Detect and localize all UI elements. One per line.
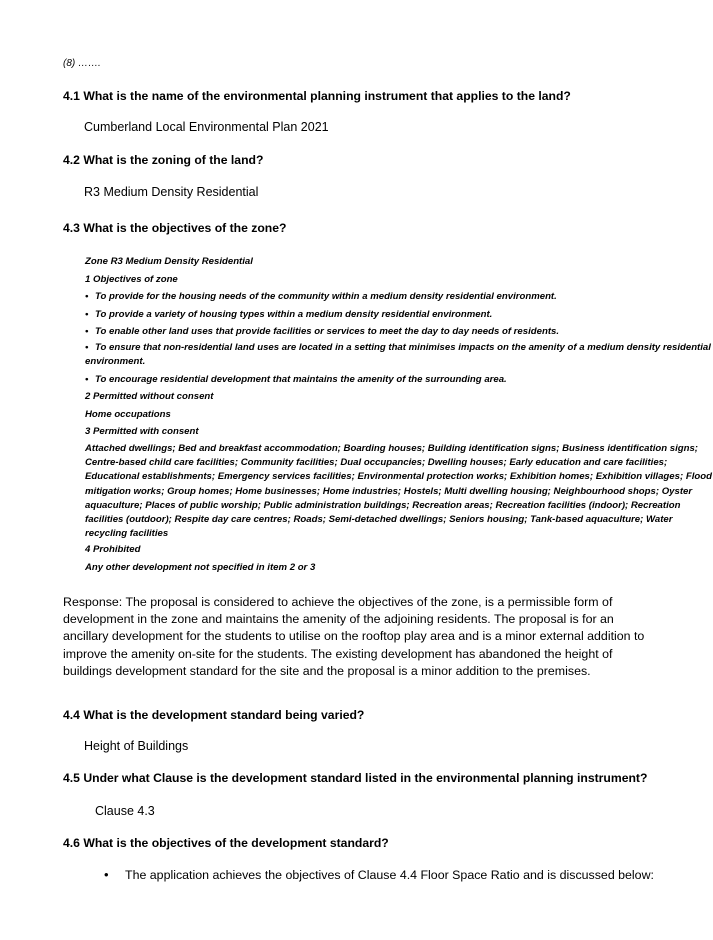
bullet-icon: • <box>104 867 109 882</box>
page-note: (8) ……. <box>63 58 101 69</box>
bullet-text: The application achieves the objectives of Clause 4.4 Floor Space Ratio and is discussed below: <box>125 868 654 882</box>
response-paragraph: Response: The proposal is considered to achieve the objectives of the zone, is a permissible form of development in the zone and maintains the amenity of the adjoining residents. The proposal is for an ancillary development for the students to utilise on the rooftop play area and is a minor external addition to improve the amenity on-site for the students. The existing development has abandoned the height of buildings development standard for the site and the proposal is a minor addition to the premises. <box>63 595 645 678</box>
question-4-6: 4.6 What is the objectives of the development standard? <box>63 836 389 850</box>
question-4-3: 4.3 What is the objectives of the zone? <box>63 221 287 235</box>
with-consent-heading: 3 Permitted with consent <box>85 426 199 438</box>
answer-4-4: Height of Buildings <box>84 739 189 753</box>
answer-4-1: Cumberland Local Environmental Plan 2021 <box>84 120 329 134</box>
objective-item: • To provide a variety of housing types within a medium density residential environment. <box>85 308 493 320</box>
answer-4-5: Clause 4.3 <box>95 804 155 818</box>
objective-item: • To encourage residential development that maintains the amenity of the surrounding area. <box>85 373 507 385</box>
objective-item: • To provide for the housing needs of the community within a medium density residential environment. <box>85 291 557 302</box>
question-4-1: 4.1 What is the name of the environmental planning instrument that applies to the land? <box>63 89 571 103</box>
objective-item: • To enable other land uses that provide facilities or services to meet the day to day needs of residents. <box>85 326 560 337</box>
without-consent-text: Home occupations <box>85 408 171 420</box>
question-4-5: 4.5 Under what Clause is the development standard listed in the environmental planning instrument? <box>63 771 648 785</box>
prohibited-heading: 4 Prohibited <box>85 544 141 556</box>
question-4-2: 4.2 What is the zoning of the land? <box>63 153 264 167</box>
with-consent-text: Attached dwellings; Bed and breakfast accommodation; Boarding houses; Building identification signs; Business identification signs; Centre-based child care facilities; Community facilities; Dual occupancies; Dwelling houses; Early education and care facilities; Educational establishments; Emergency services facilities; Environmental protection works; Exhibition homes; Exhibition villages; Flood mitigation works; Group homes; Home businesses; Home industries; Hostels; Multi dwelling housing; Neighbourhood shops; Oyster aquaculture; Places of public worship; Public administration buildings; Recreation areas; Recreation facilities (indoor); Recreation facilities (outdoor); Respite day care centres; Roads; Semi-detached dwellings; Seniors housing; Tank-based aquaculture; Water recycling facilities <box>85 442 712 540</box>
prohibited-text: Any other development not specified in item 2 or 3 <box>85 561 316 573</box>
zone-title: Zone R3 Medium Density Residential <box>85 256 253 267</box>
question-4-4: 4.4 What is the development standard being varied? <box>63 708 365 722</box>
zone-excerpt <box>85 253 713 576</box>
objective-item: • To ensure that non-residential land uses are located in a setting that minimises impacts on the amenity of a medium density residential environment. <box>85 341 711 367</box>
objectives-heading: 1 Objectives of zone <box>85 273 178 285</box>
without-consent-heading: 2 Permitted without consent <box>85 391 214 403</box>
answer-4-2: R3 Medium Density Residential <box>84 185 259 199</box>
